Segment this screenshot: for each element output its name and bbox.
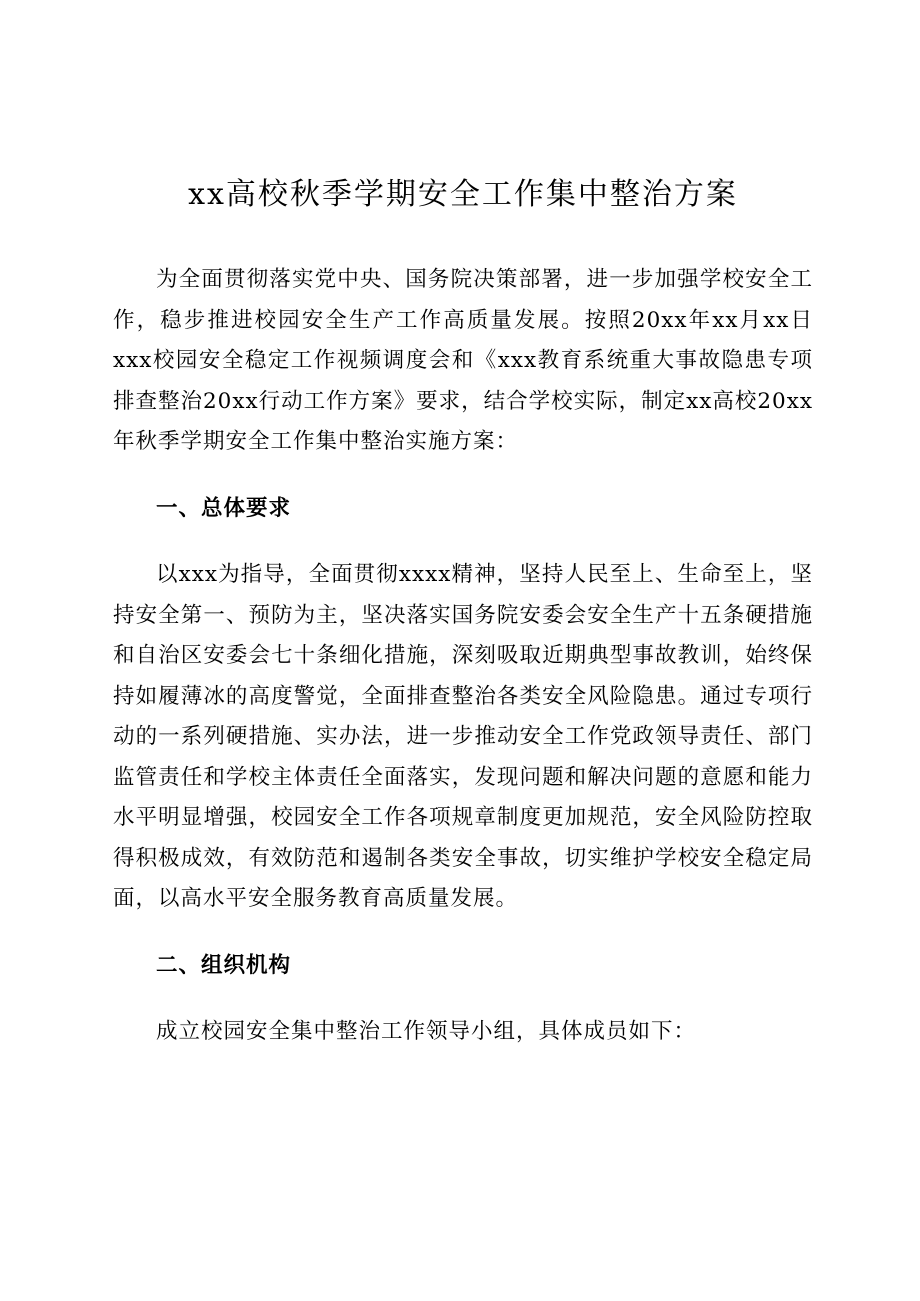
section-body-organization: 成立校园安全集中整治工作领导小组，具体成员如下： (156, 1019, 697, 1044)
section-body-general-requirements: 以xxx为指导，全面贯彻xxxx精神，坚持人民至上、生命至上，坚持安全第一、预防为主，坚决落实国务院安委会安全生产十五条硬措施和自治区安委会七十条细化措施，深刻吸取近期典型事故教训，始终保持如履薄冰的高度警觉，全面排查整治各类安全风险隐患。通过专项行动的一系列硬措施、实办法，进一步推动安全工作党政领导责任、部门监管责任和学校主体责任全面落实，发现问题和解决问题的意愿和能力水平明显增强，校园安全工作各项规章制度更加规范，安全风险防控取得积极成效，有效防范和遏制各类安全事故，切实维护学校安全稳定局面，以高水平安全服务教育高质量发展。 (113, 562, 813, 911)
document-title: xx高校秋季学期安全工作集中整治方案 (188, 177, 738, 212)
document-page (113, 168, 813, 1053)
intro-paragraph: 为全面贯彻落实党中央、国务院决策部署，进一步加强学校安全工作，稳步推进校园安全生产工作高质量发展。按照20xx年xx月xx日xxx校园安全稳定工作视频调度会和《xxx教育系统重大事故隐患专项排查整治20xx行动工作方案》要求，结合学校实际，制定xx高校20xx年秋季学期安全工作集中整治实施方案： (113, 267, 813, 454)
section-heading-general-requirements: 一、总体要求 (156, 495, 292, 521)
section-heading-organization: 二、组织机构 (156, 952, 292, 978)
